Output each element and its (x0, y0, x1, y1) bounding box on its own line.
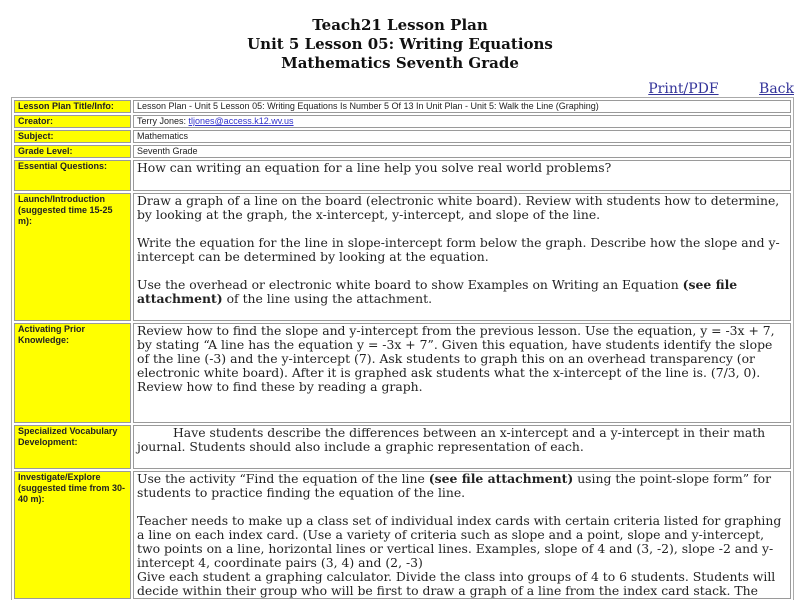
prior-knowledge-text: Review how to find the slope and y-intercept from the previous lesson. Use the equation, y = -3x + 7, by stating “A line has the equation y = -3x + 7”. Given this equation, have students identify the slope of the line (-3) and the y-intercept (7). Ask students to graph this on an overhead transparency (or electronic white board). After it is graphed ask students what the x-intercept of the line is. (7/3, 0). Review how to find these by reading a graph. (137, 323, 775, 394)
subject-grade-title: Mathematics Seventh Grade (281, 54, 519, 72)
launch-paragraph-1: Draw a graph of a line on the board (electronic white board). Review with students how to determine, by looking at the graph, the x-intercept, y-intercept, and slope of the line. (137, 193, 780, 222)
creator-value (133, 115, 791, 128)
launch-paragraph-3 (137, 278, 787, 306)
investigate-paragraph-2: Teacher needs to make up a class set of individual index cards with certain criteria listed for graphing a line on each index card. (Use a variety of criteria such as slope and a point, slope and y-intercept, two points on a line, horizontal lines or vertical lines. Examples, slope of 4 and (3, -2), slope -2 and y-intercept 4, coordinate pairs (3, 4) and (2, -3) (137, 513, 782, 570)
table-row-prior-knowledge (14, 323, 791, 423)
vocabulary-text (137, 426, 787, 454)
row-label: Grade Level: (14, 145, 131, 158)
launch-text: of the line using the attachment. (222, 291, 433, 306)
page-header (0, 0, 800, 73)
indent-spacer (137, 425, 173, 440)
file-attachment-note: (see file attachment) (428, 471, 574, 486)
row-label: Essential Questions: (14, 160, 131, 191)
row-label: Investigate/Explore (suggested time from 30-40 m): (14, 471, 131, 599)
table-row-essential-questions (14, 160, 791, 191)
table-row-grade (14, 145, 791, 158)
file-attachment-note: (see file attachment) (137, 277, 738, 306)
investigate-text: Use the activity “Find the equation of the line (137, 471, 429, 486)
investigate-value (133, 471, 791, 599)
grade-value: Seventh Grade (133, 145, 791, 158)
investigate-paragraph-1 (137, 472, 787, 500)
title-info-value: Lesson Plan - Unit 5 Lesson 05: Writing Equations Is Number 5 Of 13 In Unit Plan - Unit 5: Walk the Line (Graphing) (133, 100, 791, 113)
table-row-vocabulary (14, 425, 791, 469)
vocabulary-text-content: Have students describe the differences between an x-intercept and a y-intercept in their math journal. Students should also include a graphic representation of each. (137, 425, 766, 454)
row-label: Specialized Vocabulary Development: (14, 425, 131, 469)
table-row-launch (14, 193, 791, 321)
row-label: Launch/Introduction (suggested time 15-25 m): (14, 193, 131, 321)
investigate-paragraph-3: Give each student a graphing calculator. Divide the class into groups of 4 to 6 students. Students will decide within their group who will be first to draw a graph of a line from the index card stack. The (137, 569, 776, 598)
table-row-creator (14, 115, 791, 128)
table-row-title-info (14, 100, 791, 113)
prior-knowledge-value (133, 323, 791, 423)
essential-questions-value: How can writing an equation for a line help you solve real world problems? (133, 160, 791, 191)
row-label: Lesson Plan Title/Info: (14, 100, 131, 113)
row-label: Activating Prior Knowledge: (14, 323, 131, 423)
launch-text: Use the overhead or electronic white board to show Examples on Writing an Equation (137, 277, 683, 292)
row-label: Creator: (14, 115, 131, 128)
table-row-subject (14, 130, 791, 143)
lesson-plan-table (11, 97, 794, 600)
row-label: Subject: (14, 130, 131, 143)
header-links (612, 81, 794, 97)
lesson-title: Unit 5 Lesson 05: Writing Equations (247, 35, 553, 53)
creator-name: Terry Jones: (137, 116, 189, 126)
print-pdf-link[interactable]: Print/PDF (648, 81, 719, 97)
investigate-text: using the point-slope form” for students to practice finding the equation of the line. (137, 471, 772, 500)
creator-email-link[interactable]: tljones@access.k12.wv.us (188, 116, 294, 126)
launch-paragraph-2: Write the equation for the line in slope-intercept form below the graph. Describe how the slope and y-intercept can be determined by looking at the equation. (137, 235, 780, 264)
launch-value (133, 193, 791, 321)
subject-value: Mathematics (133, 130, 791, 143)
page-title: Teach21 Lesson Plan (312, 16, 488, 34)
vocabulary-value (133, 425, 791, 469)
back-link[interactable]: Back (759, 81, 794, 97)
table-row-investigate (14, 471, 791, 599)
